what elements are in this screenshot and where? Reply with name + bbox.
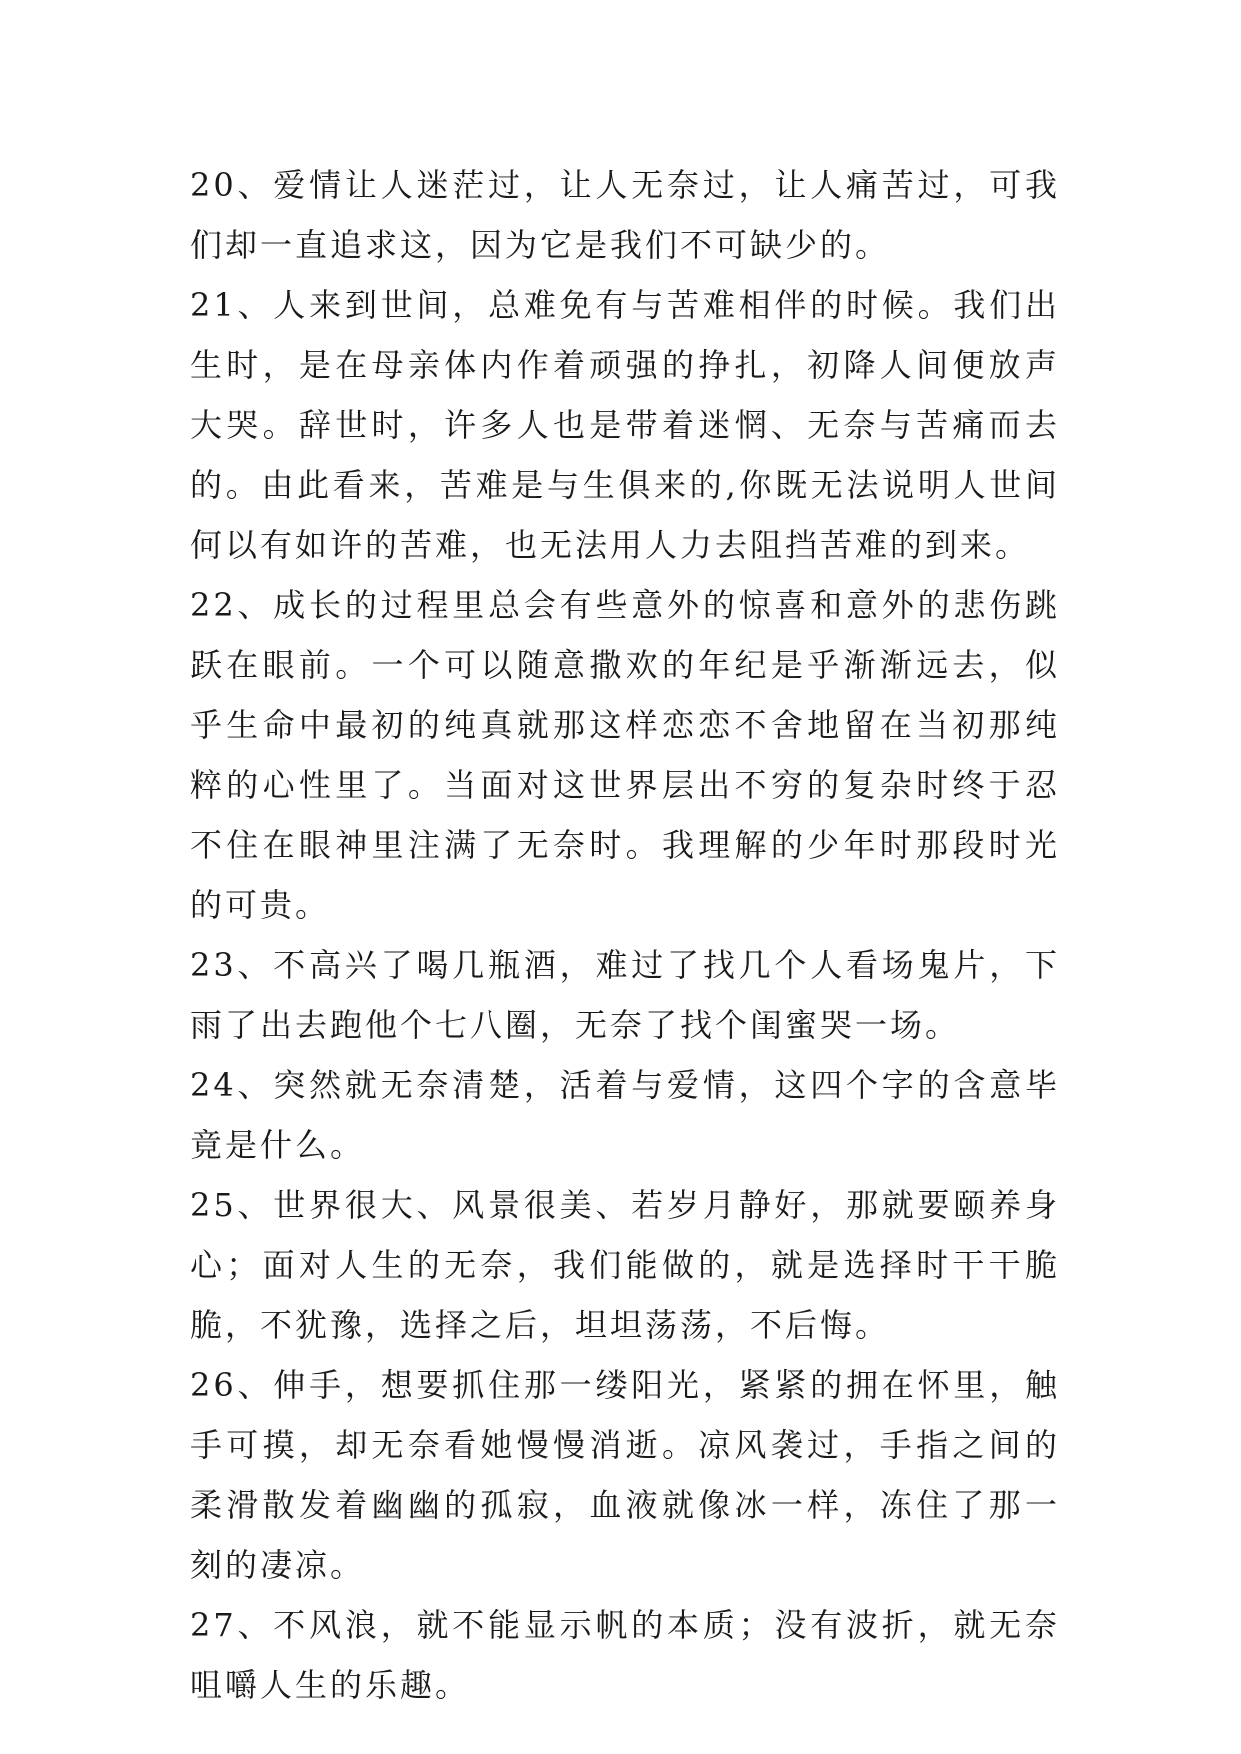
quote-entry-25: 25、世界很大、风景很美、若岁月静好，那就要颐养身心；面对人生的无奈，我们能做的，就是选择时干干脆脆，不犹豫，选择之后，坦坦荡荡，不后悔。 <box>190 1186 1060 1344</box>
quote-entry-24: 24、突然就无奈清楚，活着与爱情，这四个字的含意毕竟是什么。 <box>190 1066 1060 1164</box>
quote-entry-23: 23、不高兴了喝几瓶酒，难过了找几个人看场鬼片，下雨了出去跑他个七八圈，无奈了找个闺蜜哭一场。 <box>190 946 1060 1044</box>
quote-entry-22: 22、成长的过程里总会有些意外的惊喜和意外的悲伤跳跃在眼前。一个可以随意撒欢的年纪是乎渐渐远去，似乎生命中最初的纯真就那这样恋恋不舍地留在当初那纯粹的心性里了。当面对这世界层出不穷的复杂时终于忍不住在眼神里注满了无奈时。我理解的少年时那段时光的可贵。 <box>190 586 1060 924</box>
quote-entry-27: 27、不风浪，就不能显示帆的本质；没有波折，就无奈咀嚼人生的乐趣。 <box>190 1606 1060 1704</box>
quote-entry-21: 21、人来到世间，总难免有与苦难相伴的时候。我们出生时，是在母亲体内作着顽强的挣扎，初降人间便放声大哭。辞世时，许多人也是带着迷惘、无奈与苦痛而去的。由此看来，苦难是与生俱来的,你既无法说明人世间何以有如许的苦难，也无法用人力去阻挡苦难的到来。 <box>190 286 1060 564</box>
document-body <box>190 155 1060 1715</box>
quote-entry-26: 26、伸手，想要抓住那一缕阳光，紧紧的拥在怀里，触手可摸，却无奈看她慢慢消逝。凉风袭过，手指之间的柔滑散发着幽幽的孤寂，血液就像冰一样，冻住了那一刻的凄凉。 <box>190 1366 1060 1584</box>
quote-entry-20: 20、爱情让人迷茫过，让人无奈过，让人痛苦过，可我们却一直追求这，因为它是我们不可缺少的。 <box>190 166 1060 264</box>
